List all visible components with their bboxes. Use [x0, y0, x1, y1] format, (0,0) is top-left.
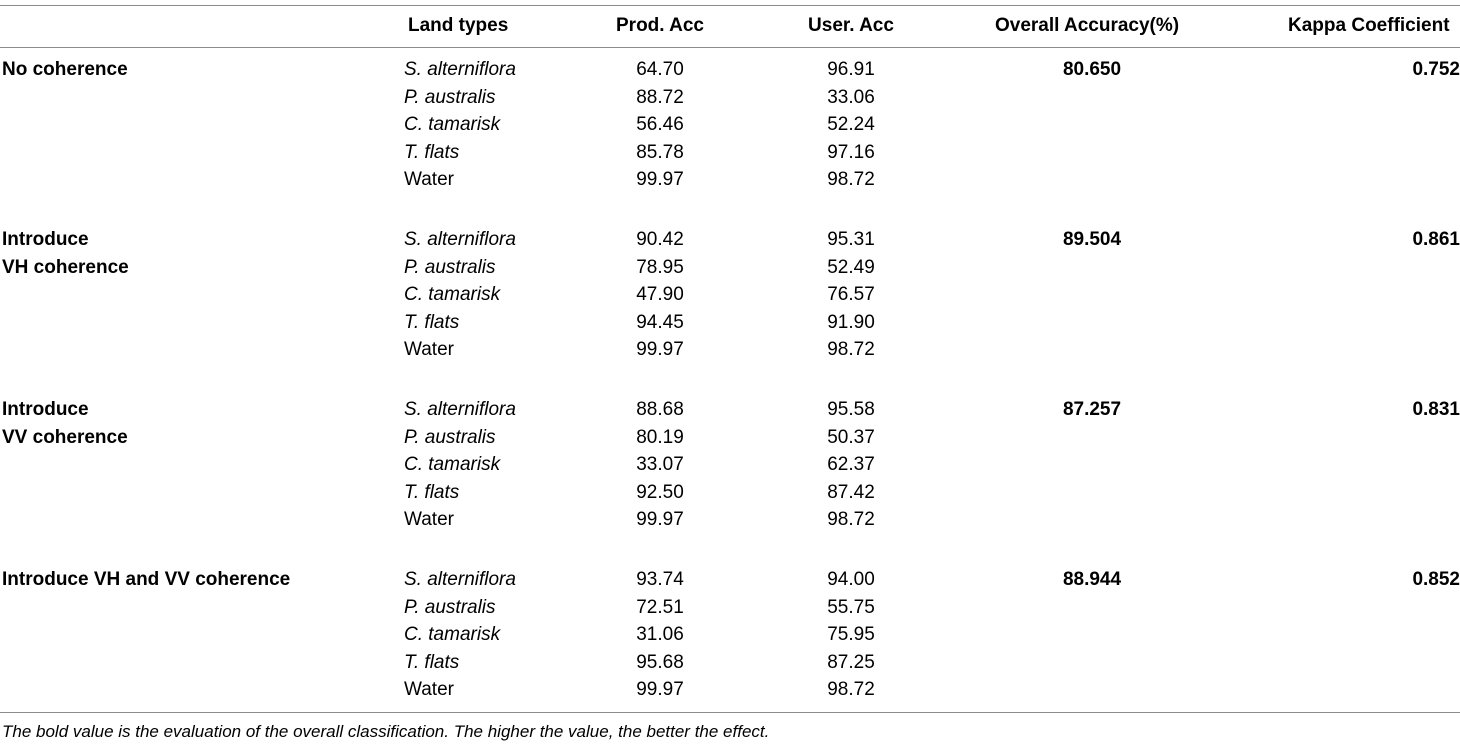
- kappa-coefficient-value: 0.752: [1412, 59, 1460, 80]
- prod-acc-cell: 99.97: [636, 509, 684, 530]
- table-bottom-rule: [0, 712, 1460, 713]
- prod-acc-cell: 33.07: [636, 454, 684, 475]
- land-type-cell: C. tamarisk: [404, 624, 501, 645]
- prod-acc-cell: 93.74: [636, 569, 684, 590]
- user-acc-cell: 97.16: [827, 141, 875, 163]
- user-acc-cell: 96.91: [827, 59, 875, 80]
- land-type-cell: S. alterniflora: [404, 229, 516, 250]
- user-acc-cell: 52.49: [827, 256, 875, 278]
- land-type-cell: T. flats: [404, 141, 460, 163]
- land-type-cell: P. australis: [404, 256, 496, 278]
- kappa-coefficient-value: 0.861: [1412, 229, 1460, 250]
- header-overall-accuracy: Overall Accuracy(%): [995, 15, 1180, 36]
- header-land-types: Land types: [408, 15, 509, 36]
- group-label: Introduce: [2, 399, 89, 420]
- land-type-cell: Water: [404, 339, 454, 360]
- land-type-cell: C. tamarisk: [404, 454, 501, 475]
- land-type-cell: Water: [404, 169, 454, 190]
- table-footnote: The bold value is the evaluation of the overall classification. The higher the value, the better the effect.: [2, 722, 770, 741]
- land-type-cell: P. australis: [404, 86, 496, 108]
- table-header-rule: [0, 47, 1460, 48]
- prod-acc-cell: 99.97: [636, 169, 684, 190]
- user-acc-cell: 75.95: [827, 624, 875, 645]
- prod-acc-cell: 80.19: [636, 426, 684, 448]
- group-label: Introduce VH and VV coherence: [2, 569, 291, 590]
- prod-acc-cell: 99.97: [636, 339, 684, 360]
- user-acc-cell: 62.37: [827, 454, 875, 475]
- prod-acc-cell: 56.46: [636, 114, 684, 135]
- user-acc-cell: 91.90: [827, 311, 875, 333]
- kappa-coefficient-value: 0.852: [1412, 569, 1460, 590]
- header-kappa-coefficient: Kappa Coefficient: [1288, 15, 1450, 36]
- user-acc-cell: 52.24: [827, 114, 875, 135]
- prod-acc-cell: 88.68: [636, 399, 684, 420]
- table-top-rule: [0, 5, 1460, 6]
- prod-acc-cell: 31.06: [636, 624, 684, 645]
- prod-acc-cell: 88.72: [636, 86, 684, 108]
- overall-accuracy-value: 80.650: [1062, 59, 1122, 80]
- user-acc-cell: 98.72: [827, 339, 875, 360]
- land-type-cell: T. flats: [404, 651, 460, 673]
- kappa-coefficient-value: 0.831: [1412, 399, 1460, 420]
- land-type-cell: S. alterniflora: [404, 399, 516, 420]
- group-label: VV coherence: [2, 426, 128, 448]
- group-label: Introduce: [2, 229, 89, 250]
- header-user-acc: User. Acc: [808, 15, 894, 36]
- land-type-cell: T. flats: [404, 481, 460, 503]
- prod-acc-cell: 92.50: [636, 481, 684, 503]
- overall-accuracy-value: 87.257: [1062, 399, 1122, 420]
- user-acc-cell: 55.75: [827, 596, 875, 618]
- user-acc-cell: 33.06: [827, 86, 875, 108]
- land-type-cell: Water: [404, 509, 454, 530]
- group-label: No coherence: [2, 59, 128, 80]
- prod-acc-cell: 85.78: [636, 141, 684, 163]
- prod-acc-cell: 95.68: [636, 651, 684, 673]
- user-acc-cell: 87.25: [827, 651, 875, 673]
- land-type-cell: S. alterniflora: [404, 59, 516, 80]
- user-acc-cell: 50.37: [827, 426, 875, 448]
- land-type-cell: P. australis: [404, 426, 496, 448]
- land-type-cell: Water: [404, 679, 454, 700]
- prod-acc-cell: 90.42: [636, 229, 684, 250]
- user-acc-cell: 98.72: [827, 509, 875, 530]
- prod-acc-cell: 72.51: [636, 596, 684, 618]
- user-acc-cell: 87.42: [827, 481, 875, 503]
- prod-acc-cell: 94.45: [636, 311, 684, 333]
- user-acc-cell: 98.72: [827, 169, 875, 190]
- land-type-cell: P. australis: [404, 596, 496, 618]
- user-acc-cell: 95.58: [827, 399, 875, 420]
- prod-acc-cell: 78.95: [636, 256, 684, 278]
- overall-accuracy-value: 88.944: [1062, 569, 1122, 590]
- user-acc-cell: 76.57: [827, 284, 875, 305]
- land-type-cell: C. tamarisk: [404, 284, 501, 305]
- user-acc-cell: 95.31: [827, 229, 875, 250]
- user-acc-cell: 94.00: [827, 569, 875, 590]
- land-type-cell: C. tamarisk: [404, 114, 501, 135]
- prod-acc-cell: 64.70: [636, 59, 684, 80]
- header-prod-acc: Prod. Acc: [616, 15, 704, 36]
- user-acc-cell: 98.72: [827, 679, 875, 700]
- prod-acc-cell: 47.90: [636, 284, 684, 305]
- land-type-cell: S. alterniflora: [404, 569, 516, 590]
- overall-accuracy-value: 89.504: [1062, 229, 1122, 250]
- land-type-cell: T. flats: [404, 311, 460, 333]
- group-label: VH coherence: [2, 256, 129, 278]
- prod-acc-cell: 99.97: [636, 679, 684, 700]
